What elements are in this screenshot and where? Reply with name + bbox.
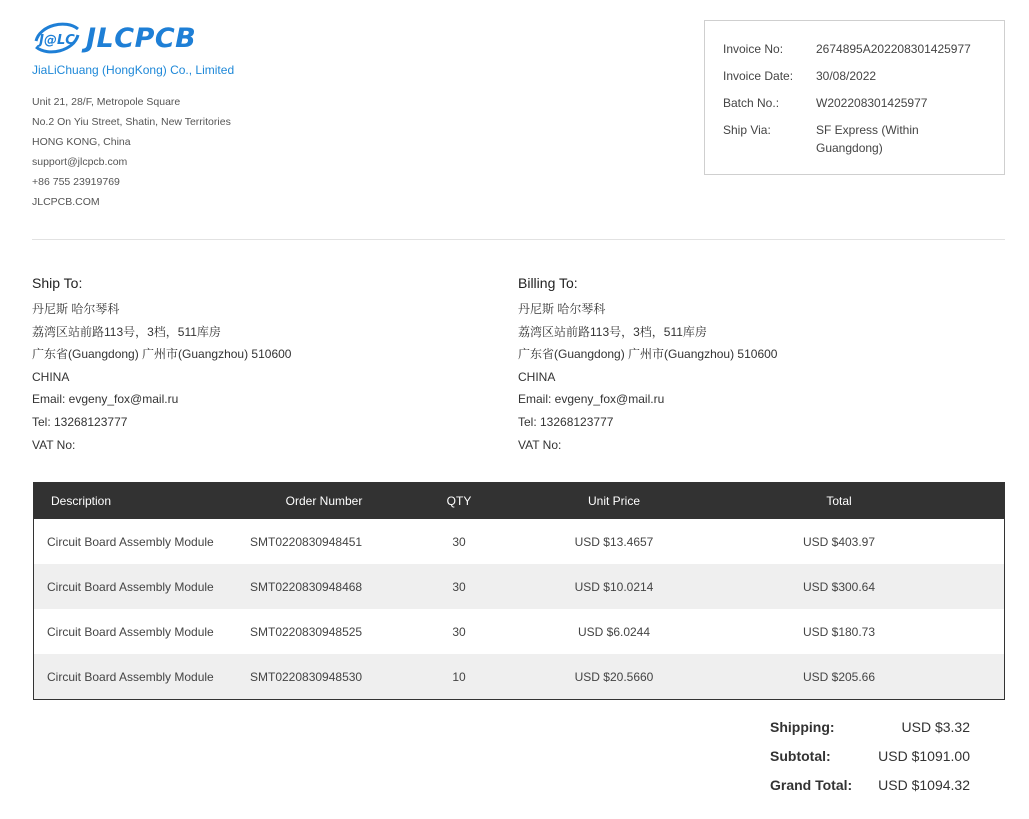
company-address-line: HONG KONG, China <box>32 136 131 148</box>
cell-total: USD $403.97 <box>802 534 876 549</box>
ship-via-label: Ship Via: <box>723 123 771 137</box>
cell-order-number: SMT0220830948525 <box>250 624 363 639</box>
header-qty: QTY <box>446 494 472 508</box>
billing-to-street: 荔湾区站前路113号，3档，511库房 <box>518 324 707 339</box>
header-unit-price: Unit Price <box>587 494 640 508</box>
ship-to-email: Email: evgeny_fox@mail.ru <box>32 392 179 407</box>
billing-to-tel: Tel: 13268123777 <box>518 414 614 429</box>
ship-to-name: 丹尼斯 哈尔琴科 <box>32 302 120 316</box>
company-name: JiaLiChuang (HongKong) Co., Limited <box>32 63 235 77</box>
cell-total: USD $205.66 <box>802 669 876 684</box>
ship-to-vat: VAT No: <box>32 437 76 452</box>
ship-to-title: Ship To: <box>32 275 83 291</box>
table-row <box>34 564 1004 609</box>
jlc-logo-icon <box>32 19 82 57</box>
header-divider <box>32 239 1005 240</box>
cell-description: Circuit Board Assembly Module <box>47 669 214 684</box>
company-email: support@jlcpcb.com <box>32 156 128 168</box>
shipping-value: USD $3.32 <box>901 719 970 735</box>
header-order-number: Order Number <box>285 494 363 508</box>
logo-mark-text: J@LC <box>39 33 75 48</box>
grand-total-label: Grand Total: <box>770 777 853 793</box>
ship-to-country: CHINA <box>32 369 70 384</box>
cell-unit-price: USD $10.0214 <box>574 579 654 594</box>
billing-to-email: Email: evgeny_fox@mail.ru <box>518 392 665 407</box>
table-row <box>34 519 1004 564</box>
cell-description: Circuit Board Assembly Module <box>47 579 214 594</box>
ship-to-city: 广东省(Guangdong) 广州市(Guangzhou) 510600 <box>32 347 292 362</box>
ship-to-street: 荔湾区站前路113号，3档，511库房 <box>32 324 221 339</box>
ship-to-tel: Tel: 13268123777 <box>32 414 128 429</box>
totals-block <box>770 718 970 805</box>
table-row <box>34 654 1004 699</box>
shipping-label: Shipping: <box>770 719 835 735</box>
batch-number-row <box>723 94 986 112</box>
company-address-line: No.2 On Yiu Street, Shatin, New Territories <box>32 116 231 128</box>
cell-unit-price: USD $6.0244 <box>577 624 651 639</box>
billing-to-name: 丹尼斯 哈尔琴科 <box>518 302 606 316</box>
invoice-date-label: Invoice Date: <box>723 69 794 83</box>
cell-order-number: SMT0220830948530 <box>250 669 363 684</box>
invoice-date-row <box>723 67 986 85</box>
company-phone: +86 755 23919769 <box>32 176 120 188</box>
cell-unit-price: USD $20.5660 <box>574 669 654 684</box>
cell-qty: 30 <box>452 534 466 549</box>
batch-number-value: W202208301425977 <box>816 96 928 110</box>
header-description: Description <box>51 494 112 508</box>
cell-qty: 30 <box>452 579 466 594</box>
subtotal-value: USD $1091.00 <box>878 748 970 764</box>
shipping-row <box>770 718 970 736</box>
header-total: Total <box>826 494 852 508</box>
cell-unit-price: USD $13.4657 <box>574 534 654 549</box>
invoice-number-value: 2674895A202208301425977 <box>816 42 971 56</box>
company-logo <box>32 18 196 58</box>
cell-qty: 30 <box>452 624 466 639</box>
table-header <box>34 483 1004 519</box>
cell-total: USD $180.73 <box>802 624 876 639</box>
cell-description: Circuit Board Assembly Module <box>47 534 214 549</box>
billing-to-block <box>518 274 777 456</box>
invoice-number-label: Invoice No: <box>723 42 784 56</box>
subtotal-row <box>770 747 970 765</box>
company-address-line: Unit 21, 28/F, Metropole Square <box>32 96 181 108</box>
billing-to-title: Billing To: <box>518 275 578 291</box>
cell-description: Circuit Board Assembly Module <box>47 624 214 639</box>
table-row <box>34 609 1004 654</box>
cell-qty: 10 <box>452 669 466 684</box>
billing-to-city: 广东省(Guangdong) 广州市(Guangzhou) 510600 <box>518 347 778 362</box>
ship-via-value: SF Express (Within Guangdong) <box>816 123 919 155</box>
logo-wordmark: JLCPCB <box>86 22 197 54</box>
company-website: JLCPCB.COM <box>32 196 100 208</box>
cell-order-number: SMT0220830948468 <box>250 579 363 594</box>
company-address <box>32 92 231 212</box>
batch-number-label: Batch No.: <box>723 96 780 110</box>
subtotal-label: Subtotal: <box>770 748 831 764</box>
cell-order-number: SMT0220830948451 <box>250 534 363 549</box>
line-items-table <box>33 482 1005 700</box>
ship-via-row <box>723 121 986 157</box>
ship-to-block <box>32 274 291 456</box>
grand-total-value: USD $1094.32 <box>878 777 970 793</box>
billing-to-country: CHINA <box>518 369 556 384</box>
invoice-info-box <box>704 20 1005 175</box>
invoice-number-row <box>723 40 986 58</box>
billing-to-vat: VAT No: <box>518 437 562 452</box>
grand-total-row <box>770 776 970 794</box>
invoice-date-value: 30/08/2022 <box>816 69 877 83</box>
cell-total: USD $300.64 <box>802 579 876 594</box>
